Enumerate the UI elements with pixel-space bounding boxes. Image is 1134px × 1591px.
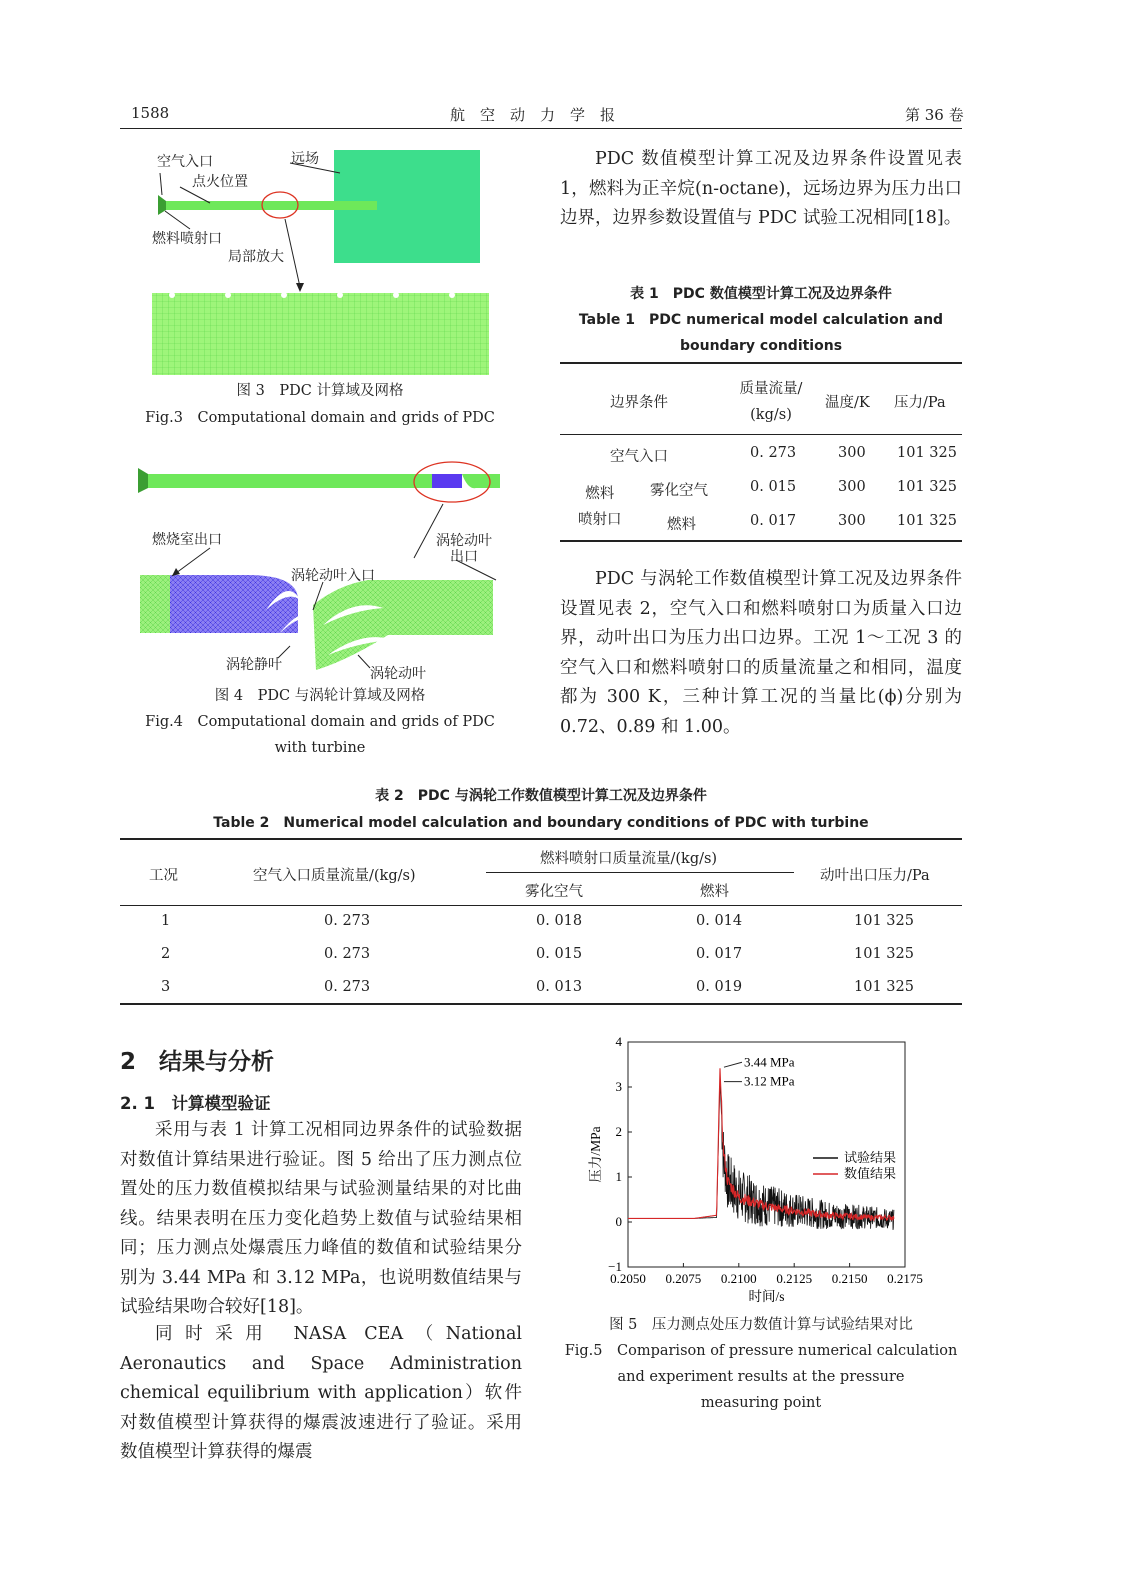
left-paragraph-1: 采用与表 1 计算工况相同边界条件的试验数据对数值计算结果进行验证。图 5 给出了压力测点位置处的压力数值模拟结果与试验测量结果的对比曲线。结果表明在压力变化趋势上数值与试验结果相同；压力测点处爆震压力峰值的数值和试验结果分别为 3.44 MPa 和 3.12 MPa，也说明数值结果与试验结果吻合较好[18]。 <box>120 1120 522 1317</box>
table1-caption-en-2: boundary conditions <box>679 338 843 354</box>
t1-header-mass: 质量流量/ (kg/s) <box>739 381 803 423</box>
x-axis-label: 时间/s <box>748 1289 785 1304</box>
volume-label: 第 36 卷 <box>905 106 964 124</box>
rotor-domain <box>313 580 493 670</box>
header-rule <box>120 128 962 129</box>
t2-header-air-mass: 空气入口质量流量/(kg/s) <box>253 868 416 884</box>
series-line-numerical <box>628 1068 897 1220</box>
x-tick-label: 0.2075 <box>665 1271 702 1286</box>
t1-header-boundary: 边界条件 <box>610 395 668 411</box>
pdc-tube-4 <box>142 474 432 488</box>
t1-group-fuel-injection: 燃料 喷射口 <box>578 486 622 528</box>
t2-row1-case: 1 <box>161 913 171 929</box>
label-combustor-exit: 燃烧室出口 <box>152 532 222 548</box>
table-2 <box>120 839 962 1004</box>
fig5-caption-en-2: and experiment results at the pressure <box>617 1369 905 1385</box>
t1-row3-temp: 300 <box>838 513 866 529</box>
y-tick-label: 2 <box>615 1124 622 1139</box>
t2-header-fuel: 燃料 <box>700 884 729 900</box>
t1-row1-temp: 300 <box>838 445 866 461</box>
y-tick-label: 4 <box>615 1034 622 1049</box>
zoomed-grid <box>152 293 489 375</box>
t1-row2-name: 雾化空气 <box>650 483 708 499</box>
t2-row1-fuel: 0. 014 <box>696 913 743 929</box>
right-paragraph-1: PDC 数值模型计算工况及边界条件设置见表 1，燃料为正辛烷(n-octane)，远场边界为压力出口边界，边界参数设置值与 PDC 试验工况相同[18]。 <box>560 149 962 228</box>
x-tick-label: 0.2150 <box>831 1271 868 1286</box>
t2-row2-fuel: 0. 017 <box>696 946 743 962</box>
table1-caption-cn: 表 1 PDC 数值模型计算工况及边界条件 <box>630 286 892 302</box>
t1-header-pressure: 压力/Pa <box>894 395 946 411</box>
annotation-peak-numerical: 3.44 MPa <box>743 1054 795 1070</box>
legend-label: 数值结果 <box>844 1167 897 1182</box>
figure-5 <box>580 1030 950 1315</box>
x-tick-label: 0.2175 <box>887 1271 923 1286</box>
t2-row1-atom: 0. 018 <box>536 913 583 929</box>
fig4-caption-en-2: with turbine <box>274 740 366 756</box>
t2-header-atom-air: 雾化空气 <box>525 884 583 900</box>
t2-header-case: 工况 <box>149 868 178 884</box>
table1-caption-en-1: Table 1 PDC numerical model calculation and <box>578 312 944 328</box>
fig5-caption-en-1: Fig.5 Comparison of pressure numerical calculation <box>564 1343 958 1359</box>
stator-domain <box>170 575 298 633</box>
t2-row3-atom: 0. 013 <box>536 979 583 995</box>
pdc-tube <box>162 201 377 210</box>
t2-header-fuel-mass: 燃料喷射口质量流量/(kg/s) <box>540 851 718 867</box>
annotation-arrow-1 <box>724 1062 742 1067</box>
label-rotor-exit: 涡轮动叶 出口 <box>436 533 492 565</box>
label-rotor: 涡轮动叶 <box>370 666 426 682</box>
annotation-peak-experiment: 3.12 MPa <box>743 1073 795 1089</box>
fig5-caption-cn: 图 5 压力测点处压力数值计算与试验结果对比 <box>609 1317 913 1333</box>
label-air-inlet: 空气入口 <box>157 154 213 170</box>
x-tick-label: 0.2050 <box>610 1271 646 1286</box>
t1-row1-mass: 0. 273 <box>750 445 797 461</box>
t1-row1-name: 空气入口 <box>610 449 668 465</box>
t1-row3-mass: 0. 017 <box>750 513 797 529</box>
y-axis-label: 压力/MPa <box>588 1126 603 1183</box>
fig5-chart <box>580 1030 950 1315</box>
subsection-title: 2. 1 计算模型验证 <box>120 1094 271 1113</box>
fig3-caption-en: Fig.3 Computational domain and grids of PDC <box>145 410 495 426</box>
journal-title: 航 空 动 力 学 报 <box>450 106 616 124</box>
figure-4 <box>138 460 508 682</box>
t2-row3-p: 101 325 <box>854 979 914 995</box>
t2-row3-fuel: 0. 019 <box>696 979 743 995</box>
t1-row1-pressure: 101 325 <box>897 445 957 461</box>
t2-row2-atom: 0. 015 <box>536 946 583 962</box>
t1-row3-name: 燃料 <box>667 517 696 533</box>
t2-row3-air: 0. 273 <box>324 979 371 995</box>
t2-row2-air: 0. 273 <box>324 946 371 962</box>
t1-row3-pressure: 101 325 <box>897 513 957 529</box>
label-rotor-inlet: 涡轮动叶入口 <box>291 568 375 584</box>
y-tick-label: 3 <box>615 1079 622 1094</box>
table2-caption-en: Table 2 Numerical model calculation and boundary conditions of PDC with turbine <box>213 815 869 831</box>
y-tick-label: 0 <box>615 1214 622 1229</box>
y-tick-label: −1 <box>608 1259 622 1274</box>
label-far-field: 远场 <box>291 151 319 167</box>
y-tick-label: 1 <box>615 1169 622 1184</box>
x-tick-label: 0.2100 <box>720 1271 757 1286</box>
fig4-caption-cn: 图 4 PDC 与涡轮计算域及网格 <box>214 688 426 704</box>
fig5-caption-en-3: measuring point <box>700 1395 822 1411</box>
left-paragraph-2: 同时采用 NASA CEA（National Aeronautics and Space Administration chemical equilibrium with application）软件对数值模型计算获得的爆震波速进行了验证。采用数值模型计算获得的爆震 <box>120 1324 522 1462</box>
t1-row2-mass: 0. 015 <box>750 479 797 495</box>
legend-label: 试验结果 <box>844 1151 897 1166</box>
fig4-caption-en-1: Fig.4 Computational domain and grids of PDC <box>145 714 495 730</box>
x-tick-label: 0.2125 <box>776 1271 813 1286</box>
t2-row1-air: 0. 273 <box>324 913 371 929</box>
t1-row2-pressure: 101 325 <box>897 479 957 495</box>
label-stator: 涡轮静叶 <box>226 657 282 673</box>
label-ignition: 点火位置 <box>192 174 248 190</box>
right-paragraph-2: PDC 与涡轮工作数值模型计算工况及边界条件设置见表 2，空气入口和燃料喷射口为质量入口边界，动叶出口为压力出口边界。工况 1～工况 3 的空气入口和燃料喷射口的质量流量之和相同，温度都为 300 K，三种计算工况的当量比(ϕ)分别为 0.72、0.89 和 1.00。 <box>560 569 962 737</box>
t2-row2-p: 101 325 <box>854 946 914 962</box>
figure-3 <box>150 145 495 377</box>
t1-header-temp: 温度/K <box>825 395 870 411</box>
label-fuel-injection: 燃料喷射口 <box>152 231 222 247</box>
page-number: 1588 <box>131 104 170 122</box>
t1-row2-temp: 300 <box>838 479 866 495</box>
t2-row2-case: 2 <box>161 946 171 962</box>
t2-header-outlet: 动叶出口压力/Pa <box>820 868 930 884</box>
fig3-caption-cn: 图 3 PDC 计算域及网格 <box>236 383 404 399</box>
t2-row3-case: 3 <box>161 979 171 995</box>
label-zoom: 局部放大 <box>228 249 284 265</box>
table2-caption-cn: 表 2 PDC 与涡轮工作数值模型计算工况及边界条件 <box>375 788 707 804</box>
section-title: 2 结果与分析 <box>120 1049 275 1075</box>
t2-row1-p: 101 325 <box>854 913 914 929</box>
